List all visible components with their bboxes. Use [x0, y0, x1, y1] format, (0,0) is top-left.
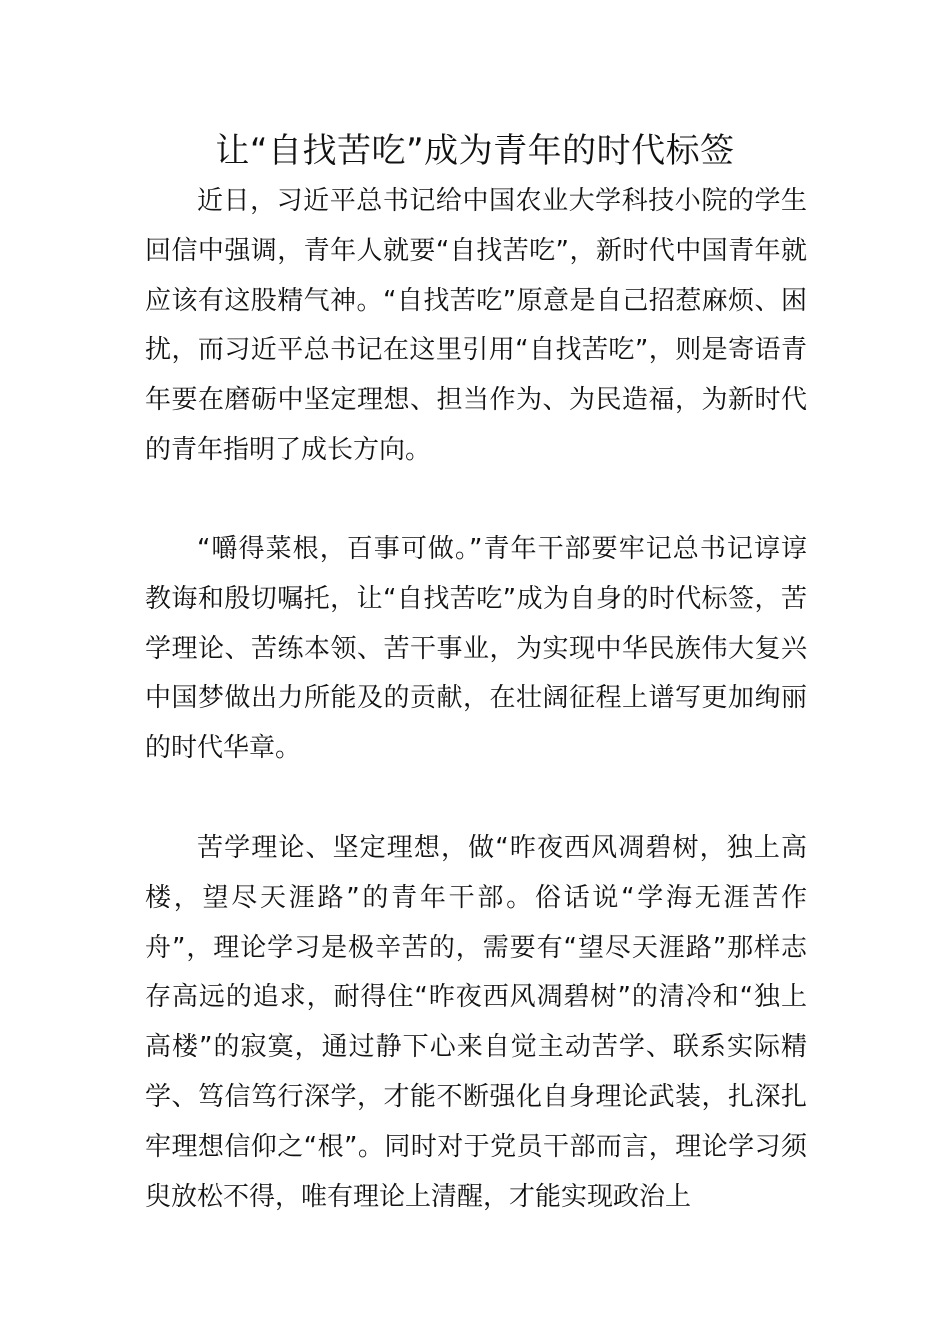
document-title: 让“自找苦吃”成为青年的时代标签 — [215, 131, 735, 171]
paragraph-3: 苦学理论、坚定理想，做“昨夜西风凋碧树，独上高楼，望尽天涯路”的青年干部。俗话说“学海无涯苦作舟”，理论学习是极辛苦的，需要有“望尽天涯路”那样志存高远的追求，耐得住“昨夜西风凋碧树”的清冷和“独上高楼”的寂寞，通过静下心来自觉主动苦学、联系实际精学、笃信笃行深学，才能不断强化自身理论武装，扎深扎牢理想信仰之“根”。同时对于党员干部而言，理论学习须臾放松不得，唯有理论上清醒，才能实现政治上 — [145, 833, 807, 1212]
paragraph-2: “嚼得菜根，百事可做。”青年干部要牢记总书记谆谆教诲和殷切嘱托，让“自找苦吃”成为自身的时代标签，苦学理论、苦练本领、苦干事业，为实现中华民族伟大复兴中国梦做出力所能及的贡献，在壮阔征程上谱写更加绚丽的时代华章。 — [145, 534, 807, 764]
paragraph-1: 近日，习近平总书记给中国农业大学科技小院的学生回信中强调，青年人就要“自找苦吃”，新时代中国青年就应该有这股精气神。“自找苦吃”原意是自己招惹麻烦、困扰，而习近平总书记在这里引用“自找苦吃”，则是寄语青年要在磨砺中坚定理想、担当作为、为民造福，为新时代的青年指明了成长方向。 — [145, 186, 807, 465]
